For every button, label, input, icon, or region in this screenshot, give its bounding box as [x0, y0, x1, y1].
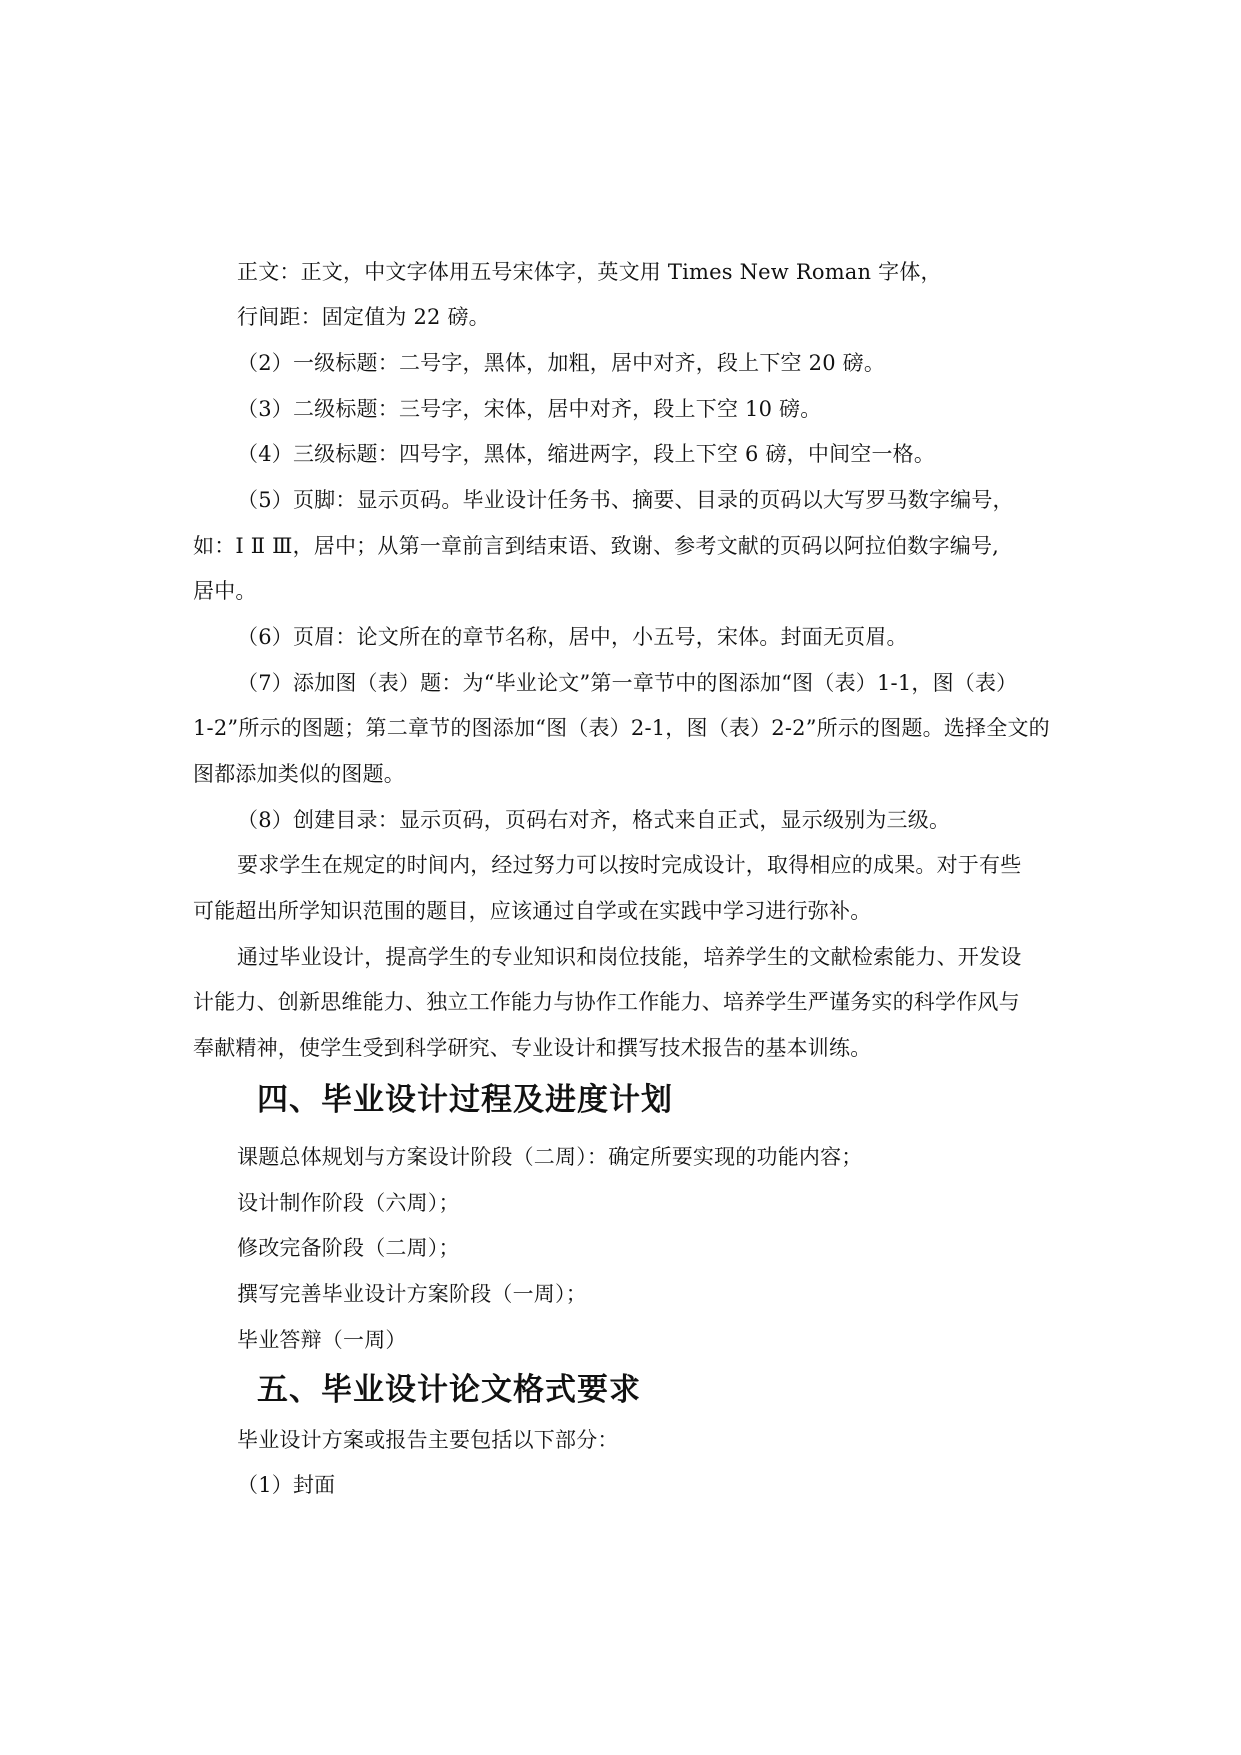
plan-line: 课题总体规划与方案设计阶段（二周）：确定所要实现的功能内容； [237, 1145, 863, 1169]
body-text-line: 如：Ⅰ Ⅱ Ⅲ，居中；从第一章前言到结束语、致谢、参考文献的页码以阿拉伯数字编号, [193, 534, 1000, 558]
body-text-line: 计能力、创新思维能力、独立工作能力与协作工作能力、培养学生严谨务实的科学作风与 [193, 990, 1020, 1014]
body-text-line: （6）页眉：论文所在的章节名称，居中，小五号，宋体。封面无页眉。 [237, 625, 908, 649]
body-text-line: （2）一级标题：二号字，黑体，加粗，居中对齐，段上下空 20 磅。 [237, 351, 886, 375]
body-text-line: 要求学生在规定的时间内，经过努力可以按时完成设计，取得相应的成果。对于有些 [237, 853, 1022, 877]
body-text-line: （4）三级标题：四号字，黑体，缩进两字，段上下空 6 磅，中间空一格。 [237, 442, 936, 466]
body-text-line: 1-2”所示的图题；第二章节的图添加“图（表）2-1，图（表）2-2”所示的图题。选择全文的 [193, 716, 1050, 740]
plan-line: 设计制作阶段（六周）； [237, 1191, 460, 1215]
section-heading-4: 四、毕业设计过程及进度计划 [257, 1082, 673, 1118]
body-text-line: 通过毕业设计，提高学生的专业知识和岗位技能，培养学生的文献检索能力、开发设 [237, 945, 1022, 969]
body-text-line: 奉献精神，使学生受到科学研究、专业设计和撰写技术报告的基本训练。 [193, 1036, 872, 1060]
body-text-line: 正文：正文，中文字体用五号宋体字，英文用 Times New Roman 字体， [237, 260, 942, 284]
format-line: 毕业设计方案或报告主要包括以下部分： [237, 1428, 619, 1452]
body-text-line: 居中。 [193, 579, 257, 603]
body-text-line: 行间距：固定值为 22 磅。 [237, 305, 490, 329]
body-text-line: 可能超出所学知识范围的题目，应该通过自学或在实践中学习进行弥补。 [193, 899, 872, 923]
plan-line: 撰写完善毕业设计方案阶段（一周）； [237, 1282, 587, 1306]
section-heading-5: 五、毕业设计论文格式要求 [257, 1372, 641, 1408]
plan-line: 修改完备阶段（二周）； [237, 1236, 460, 1260]
format-line: （1）封面 [237, 1473, 336, 1497]
body-text-line: （8）创建目录：显示页码，页码右对齐，格式来自正式，显示级别为三级。 [237, 808, 951, 832]
body-text-line: （3）二级标题：三号字，宋体，居中对齐，段上下空 10 磅。 [237, 397, 822, 421]
plan-line: 毕业答辩（一周） [237, 1328, 407, 1352]
body-text-line: 图都添加类似的图题。 [193, 762, 405, 786]
body-text-line: （5）页脚：显示页码。毕业设计任务书、摘要、目录的页码以大写罗马数字编号， [237, 488, 1014, 512]
body-text-line: （7）添加图（表）题：为“毕业论文”第一章节中的图添加“图（表）1-1，图（表） [237, 671, 1018, 695]
